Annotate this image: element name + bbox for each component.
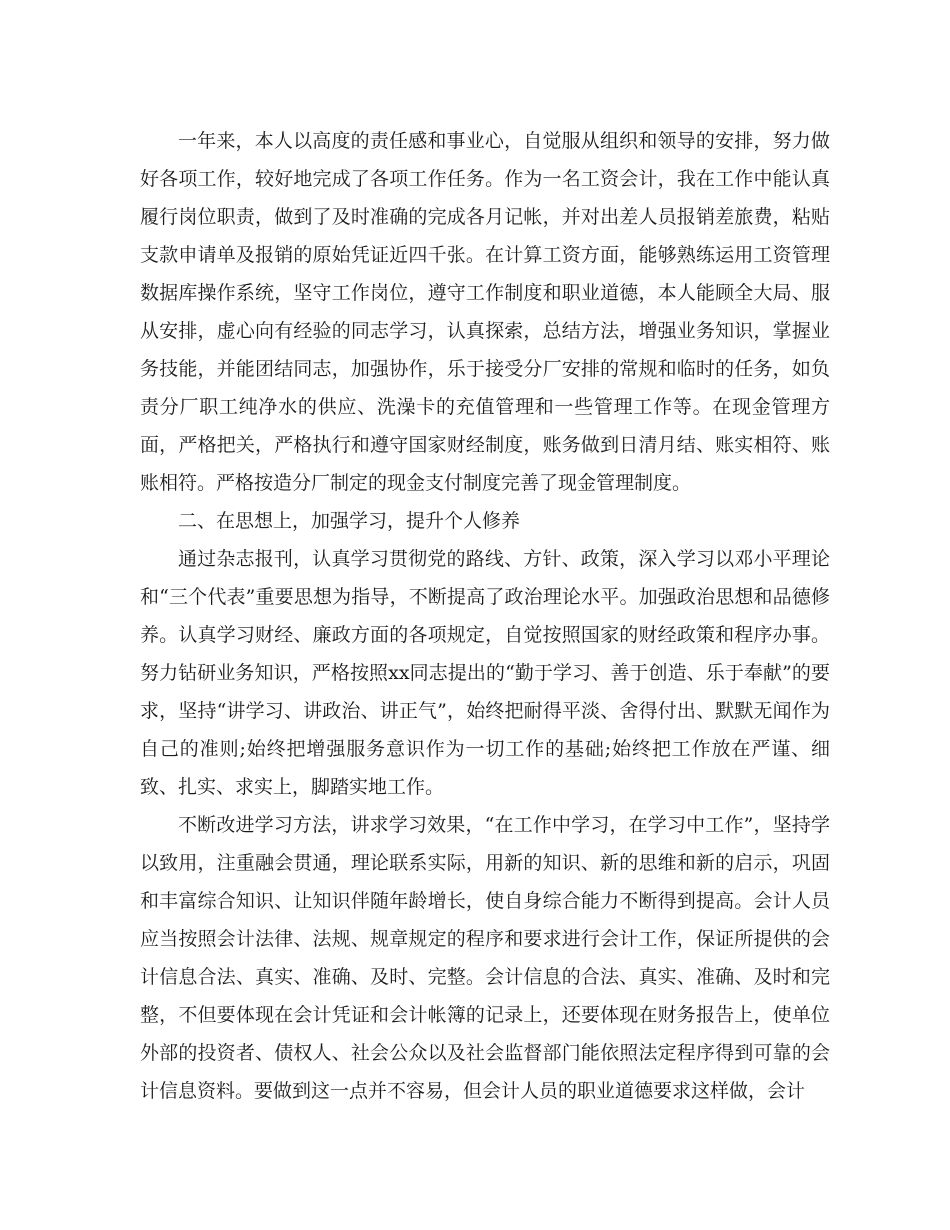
paragraph-political-study: 通过杂志报刊，认真学习贯彻党的路线、方针、政策，深入学习以邓小平理论和“三个代表”重要思想为指导，不断提高了政治理论水平。加强政治思想和品德修养。认真学习财经、廉政方面的各项规定，自觉按照国家的财经政策和程序办事。努力钻研业务知识，严格按照xx同志提出的“勤于学习、善于创造、乐于奉献”的要求，坚持“讲学习、讲政治、讲正气”，始终把耐得平淡、舍得付出、默默无闻作为自己的准则;始终把增强服务意识作为一切工作的基础;始终把工作放在严谨、细致、扎实、求实上，脚踏实地工作。 [140, 548, 830, 798]
section-heading-thought: 二、在思想上，加强学习，提升个人修养 [178, 510, 521, 532]
paragraph-work-summary: 一年来，本人以高度的责任感和事业心，自觉服从组织和领导的安排，努力做好各项工作，较好地完成了各项工作任务。作为一名工资会计，我在工作中能认真履行岗位职责，做到了及时准确的完成各月记帐，并对出差人员报销差旅费，粘贴支款申请单及报销的原始凭证近四千张。在计算工资方面，能够熟练运用工资管理数据库操作系统，坚守工作岗位，遵守工作制度和职业道德，本人能顾全大局、服从安排，虚心向有经验的同志学习，认真探索，总结方法，增强业务知识，掌握业务技能，并能团结同志，加强协作，乐于接受分厂安排的常规和临时的任务，如负责分厂职工纯净水的供应、洗澡卡的充值管理和一些管理工作等。在现金管理方面，严格把关，严格执行和遵守国家财经制度，账务做到日清月结、账实相符、账账相符。严格按造分厂制定的现金支付制度完善了现金管理制度。 [140, 130, 830, 494]
document-body [140, 122, 830, 1110]
paragraph-learning-method: 不断改进学习方法，讲求学习效果，“在工作中学习，在学习中工作”，坚持学以致用，注重融会贯通，理论联系实际，用新的知识、新的思维和新的启示，巩固和丰富综合知识、让知识伴随年龄增长，使自身综合能力不断得到提高。会计人员应当按照会计法律、法规、规章规定的程序和要求进行会计工作，保证所提供的会计信息合法、真实、准确、及时、完整。会计信息的合法、真实、准确、及时和完整，不但要体现在会计凭证和会计帐簿的记录上，还要体现在财务报告上，使单位外部的投资者、债权人、社会公众以及社会监督部门能依照法定程序得到可靠的会计信息资料。要做到这一点并不容易，但会计人员的职业道德要求这样做，会计 [140, 814, 830, 1102]
